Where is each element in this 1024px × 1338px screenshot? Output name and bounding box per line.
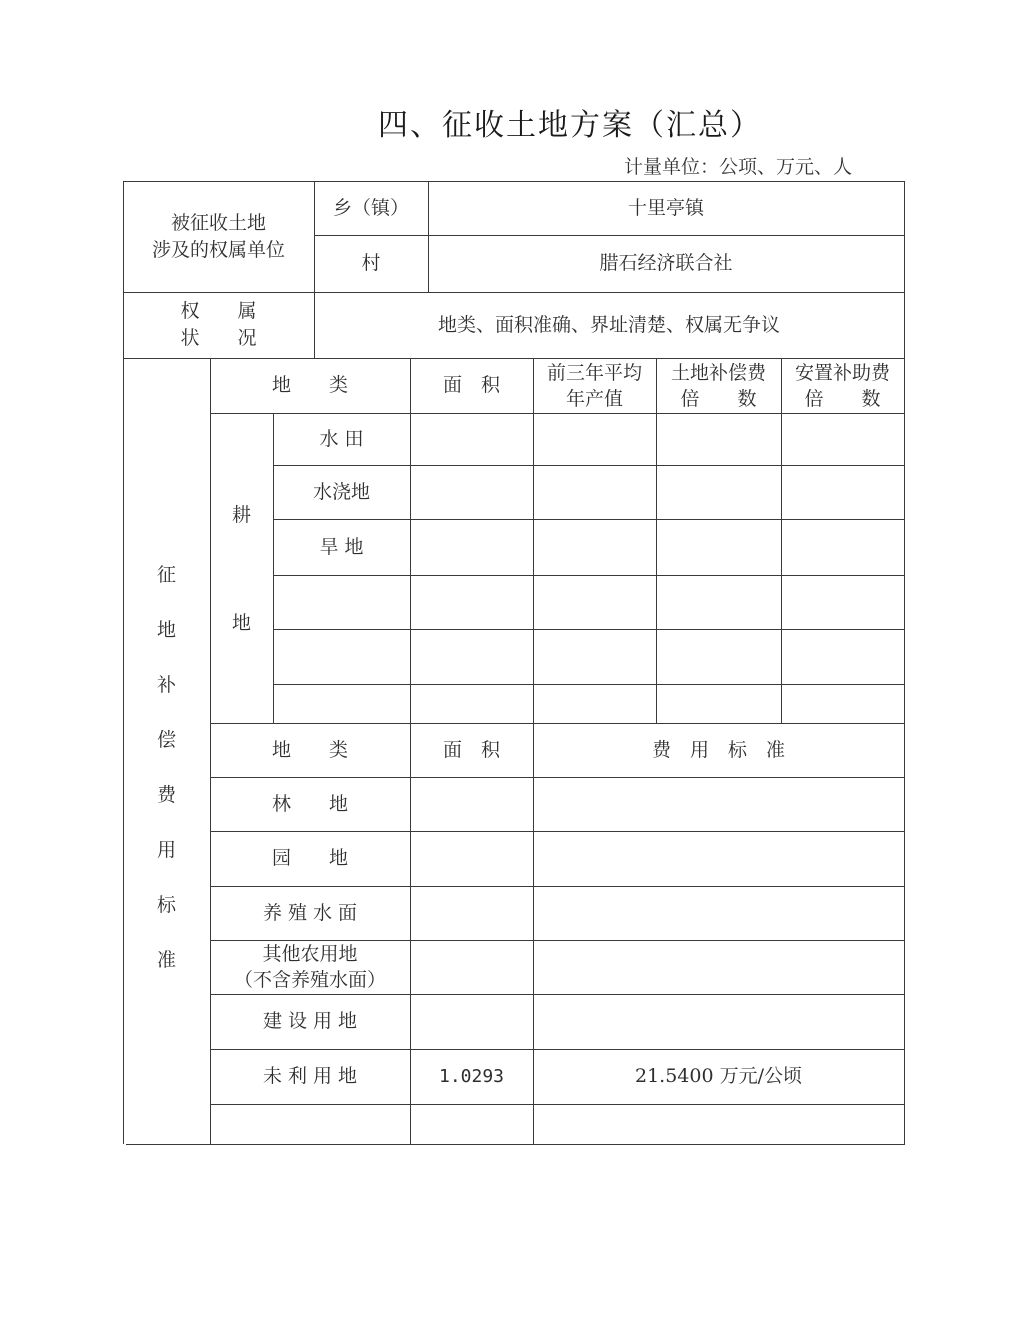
village-label: 村 [361,252,381,274]
other-land-row-area [410,777,533,831]
farmland-row-type [273,684,410,723]
other-land-row-standard [533,886,904,940]
other-land-row-type: 建 设 用 地 [262,1010,358,1032]
other-land-row-standard [533,940,904,994]
other-land-row-area [410,1104,533,1144]
table-border-right [904,181,905,1144]
measurement-unit: 计量单位：公项、万元、人 [624,156,853,178]
farmland-row-type: 水 田 [319,427,364,450]
other-land-row-type: 其他农用地 （不含养殖水面） [233,943,386,991]
ownership-unit-label: 被征收土地 涉及的权属单位 [151,211,285,261]
table-border-bottom [126,1144,905,1145]
farmland-row-type: 旱 地 [319,535,364,558]
cultivated-land-label-top: 耕 [231,503,251,526]
township-value: 十里亭镇 [627,196,704,219]
side-label-char: 补 [156,674,176,696]
other-land-header-standard: 费 用 标 准 [651,738,785,761]
other-land-row-standard: 21.5400 万元/公顷 [634,1065,802,1087]
side-label-char: 用 [156,839,176,861]
township-label: 乡（镇） [332,196,409,219]
other-land-row-standard [533,994,904,1049]
other-land-row-area: 1.0293 [438,1066,505,1087]
other-land-row-type: 林 地 [271,792,348,815]
other-land-row-standard [533,1104,904,1144]
farmland-row-type [273,629,410,684]
ownership-status-label: 权 属 状 况 [180,300,257,349]
other-land-row-type: 园 地 [271,847,348,869]
other-land-row-type: 养 殖 水 面 [262,901,358,924]
other-land-row-area [410,994,533,1049]
other-land-row-type: 未 利 用 地 [262,1065,358,1087]
document-title: 四、征收土地方案（汇总） [378,108,762,143]
farmland-header-avg-output: 前三年平均 年产值 [546,361,642,410]
other-land-header-area: 面 积 [442,738,500,761]
farmland-header-resettlement: 安置补助费 倍 数 [794,361,890,410]
farmland-row-type: 水浇地 [312,480,370,503]
side-label-char: 地 [156,619,176,641]
cultivated-land-label-bottom: 地 [231,611,251,634]
side-label-char: 费 [156,784,176,806]
farmland-row-type [273,575,410,629]
ownership-status-value: 地类、面积准确、界址清楚、权属无争议 [437,313,780,336]
farmland-header-area: 面 积 [442,374,500,396]
other-land-row-type [210,1104,410,1144]
village-value: 腊石经济联合社 [599,252,733,274]
side-label-char: 准 [156,949,176,971]
other-land-row-standard [533,777,904,831]
other-land-row-area [410,940,533,994]
side-label-char: 征 [156,564,176,586]
farmland-header-land-type: 地 类 [271,374,348,396]
other-land-row-area [410,886,533,940]
farmland-header-land-compensation: 土地补偿费 倍 数 [670,361,766,410]
side-label-char: 偿 [156,729,176,751]
other-land-row-standard [533,831,904,886]
side-label-char: 标 [156,894,176,916]
other-land-header-land-type: 地 类 [271,738,348,761]
other-land-row-area [410,831,533,886]
compensation-standard-side-label [123,358,210,1144]
